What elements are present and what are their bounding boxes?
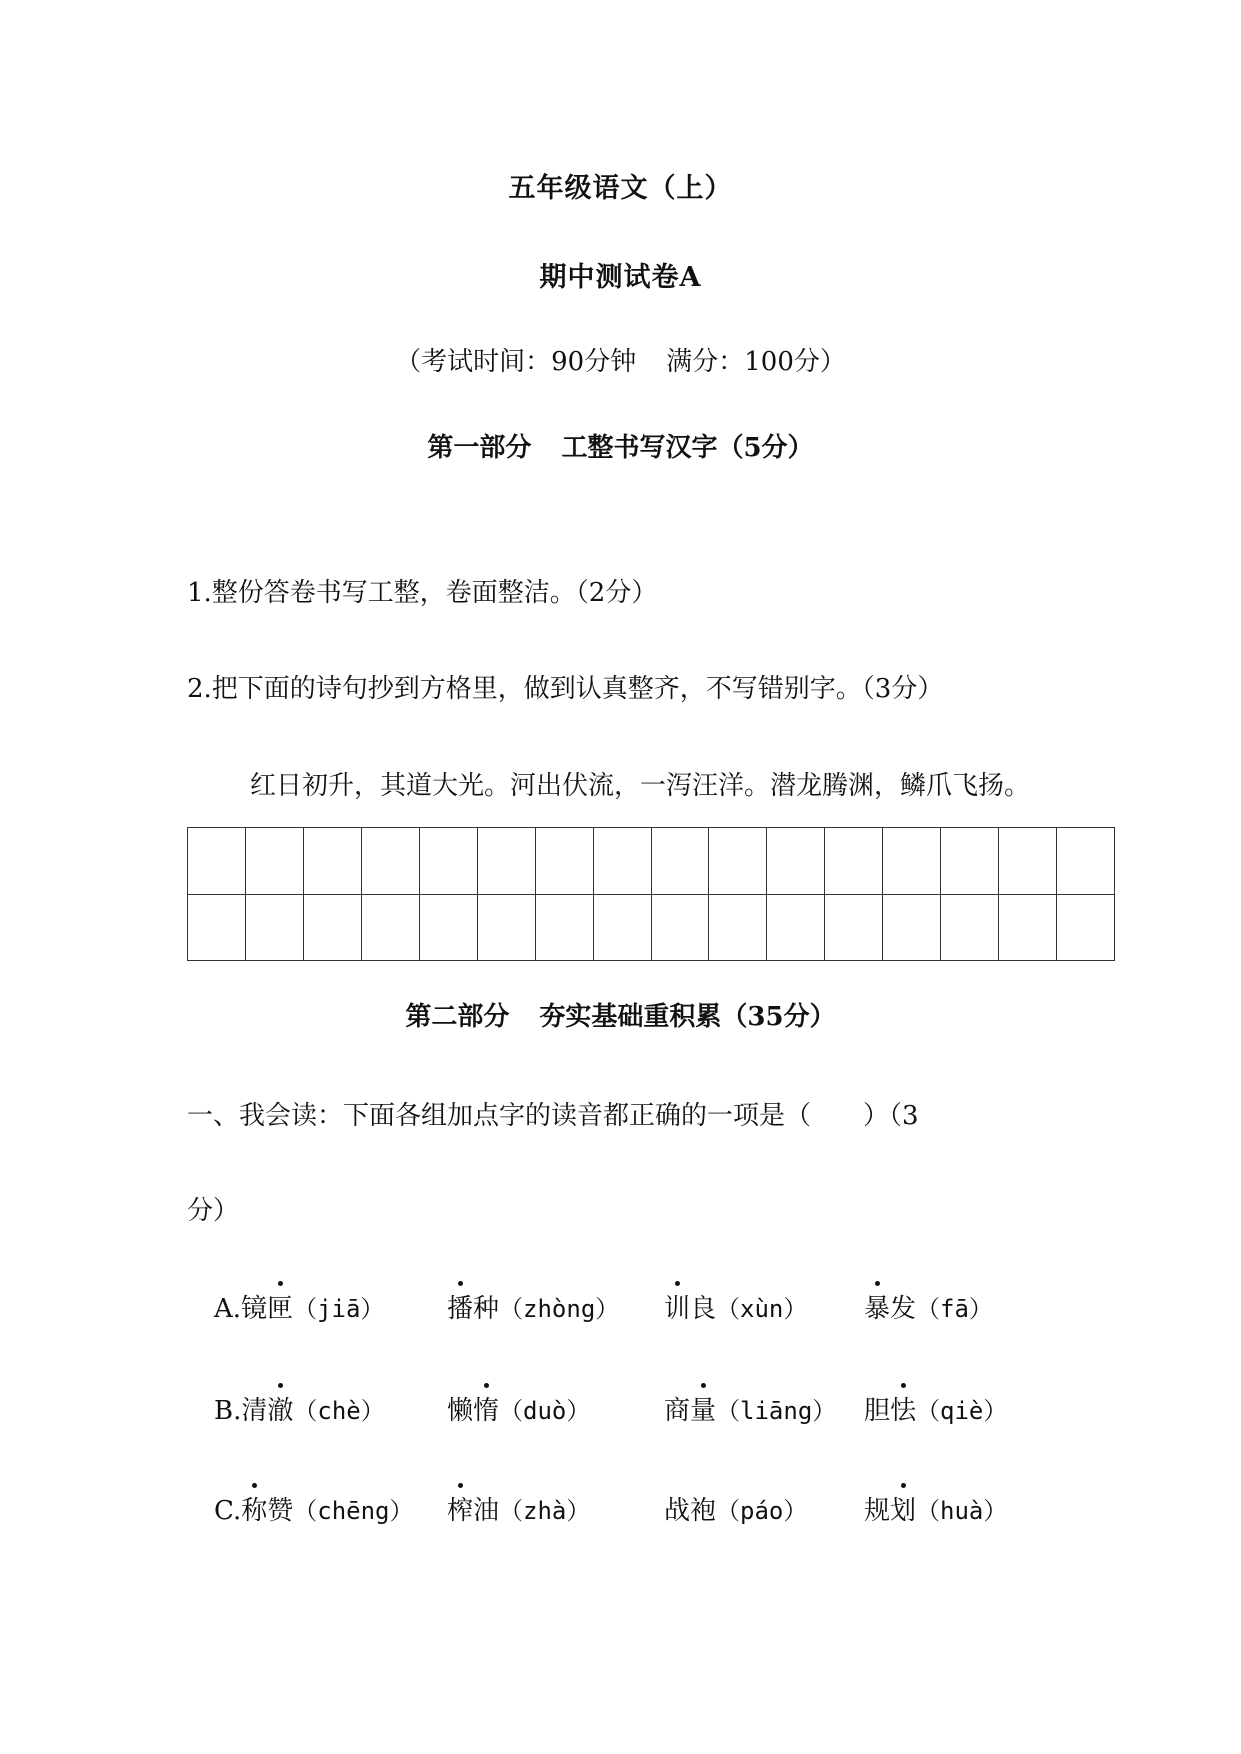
grid-cell[interactable]: [536, 895, 594, 962]
word-char: 规: [864, 1496, 891, 1526]
part2-heading: [0, 996, 1241, 1033]
option-word: [447, 1288, 619, 1325]
option-word: [664, 1490, 807, 1527]
dotted-char: 澈: [267, 1390, 293, 1427]
grid-cell[interactable]: [999, 828, 1057, 895]
grid-cell[interactable]: [362, 828, 420, 895]
grid-cell[interactable]: [362, 895, 420, 962]
poem-text: 红日初升，其道大光。河出伏流，一泻汪洋。潜龙腾渊，鳞爪飞扬。: [250, 771, 1031, 801]
grid-cell[interactable]: [478, 828, 536, 895]
word-char: 袍: [690, 1496, 717, 1526]
option-word: [664, 1288, 807, 1325]
pinyin: （fā）: [916, 1295, 993, 1323]
option-word: [214, 1390, 385, 1427]
part2-heading-label: 第二部分: [405, 1002, 510, 1032]
word-char: 种: [473, 1294, 500, 1324]
option-word: [447, 1390, 590, 1427]
option-row: [0, 1490, 1241, 1530]
word-char: 战: [664, 1496, 691, 1526]
option-word: [214, 1288, 384, 1325]
pinyin: （chè）: [293, 1397, 385, 1425]
option-word: [664, 1390, 836, 1427]
pinyin: （chēng）: [293, 1497, 414, 1525]
pinyin: （páo）: [716, 1497, 808, 1525]
pinyin: （huà）: [916, 1497, 1008, 1525]
option-letter: B.: [214, 1396, 242, 1426]
pinyin: （xùn）: [716, 1295, 808, 1323]
grid-cell[interactable]: [594, 828, 652, 895]
pinyin: （liāng）: [716, 1397, 837, 1425]
word-char: 发: [890, 1294, 917, 1324]
dotted-char: 量: [690, 1390, 716, 1427]
grid-cell[interactable]: [767, 828, 825, 895]
grid-cell[interactable]: [304, 828, 362, 895]
grid-cell[interactable]: [767, 895, 825, 962]
grid-cell[interactable]: [536, 828, 594, 895]
question-one-line1: 一、我会读：下面各组加点字的读音都正确的一项是（ ）（3: [187, 1101, 919, 1131]
part1-heading-unit: 分）: [761, 433, 814, 463]
option-letter: A.: [214, 1294, 242, 1324]
grid-cell[interactable]: [709, 895, 767, 962]
grid-cell[interactable]: [941, 828, 999, 895]
dotted-char: 惰: [473, 1390, 499, 1427]
word-char: 赞: [267, 1496, 294, 1526]
exam-title: 五年级语文（上）: [508, 173, 733, 204]
dotted-char: 划: [890, 1490, 916, 1527]
dotted-char: 榨: [447, 1490, 473, 1527]
grid-cell[interactable]: [420, 895, 478, 962]
exam-time: 90: [551, 347, 585, 377]
option-letter: C.: [214, 1496, 242, 1526]
grid-cell[interactable]: [246, 895, 304, 962]
part2-heading-unit: 分）: [783, 1002, 836, 1032]
grid-cell[interactable]: [1057, 895, 1115, 962]
question-1: 1.整份答卷书写工整，卷面整洁。（2分）: [187, 578, 658, 608]
pinyin: （zhòng）: [499, 1295, 620, 1323]
dotted-char: 暴: [864, 1288, 890, 1325]
grid-cell[interactable]: [188, 828, 246, 895]
option-row: [0, 1390, 1241, 1430]
grid-cell[interactable]: [188, 895, 246, 962]
grid-cell[interactable]: [594, 895, 652, 962]
grid-cell[interactable]: [1057, 828, 1115, 895]
part2-heading-text: 夯实基础重积累（: [539, 1002, 748, 1032]
word-char: 商: [664, 1396, 691, 1426]
word-char: 清: [241, 1396, 268, 1426]
word-char: 油: [473, 1496, 500, 1526]
grid-cell[interactable]: [883, 895, 941, 962]
grid-cell[interactable]: [246, 828, 304, 895]
full-score-label: 满分：: [666, 347, 745, 377]
grid-cell[interactable]: [304, 895, 362, 962]
option-word: [864, 1390, 1007, 1427]
full-score: 100: [744, 347, 794, 377]
option-word: [447, 1490, 590, 1527]
grid-cell[interactable]: [883, 828, 941, 895]
dotted-char: 播: [447, 1288, 473, 1325]
word-char: 镜: [241, 1294, 268, 1324]
word-char: 懒: [447, 1396, 474, 1426]
part1-heading-text: 工整书写汉字（: [561, 433, 744, 463]
option-row: [0, 1288, 1241, 1328]
dotted-char: 称: [241, 1490, 267, 1527]
question-one-line2: 分）: [187, 1196, 240, 1226]
part2-heading-score: 35: [747, 1002, 784, 1032]
grid-cell[interactable]: [420, 828, 478, 895]
grid-cell[interactable]: [825, 895, 883, 962]
question-2: 2.把下面的诗句抄到方格里，做到认真整齐，不写错别字。（3分）: [187, 674, 944, 704]
grid-cell[interactable]: [709, 828, 767, 895]
option-word: [214, 1490, 414, 1527]
exam-info: [0, 341, 1241, 378]
pinyin: （jiā）: [293, 1295, 385, 1323]
part1-heading: [0, 427, 1241, 464]
dotted-char: 训: [664, 1288, 690, 1325]
writing-grid[interactable]: [187, 827, 1115, 961]
part1-heading-label: 第一部分: [427, 433, 532, 463]
dotted-char: 匣: [267, 1288, 293, 1325]
grid-cell[interactable]: [825, 828, 883, 895]
option-word: [864, 1490, 1007, 1527]
dotted-char: 怯: [890, 1390, 916, 1427]
exam-info-open: （考试时间：: [395, 347, 552, 377]
part1-heading-score: 5: [743, 433, 762, 463]
grid-cell[interactable]: [999, 895, 1057, 962]
grid-cell[interactable]: [652, 895, 710, 962]
word-char: 胆: [864, 1396, 891, 1426]
exam-time-unit: 分钟: [584, 347, 637, 377]
exam-subtitle: 期中测试卷A: [539, 262, 702, 293]
grid-cell[interactable]: [652, 828, 710, 895]
pinyin: （qiè）: [916, 1397, 1008, 1425]
grid-cell[interactable]: [941, 895, 999, 962]
full-score-unit: 分）: [793, 347, 846, 377]
word-char: 良: [690, 1294, 717, 1324]
pinyin: （duò）: [499, 1397, 591, 1425]
pinyin: （zhà）: [499, 1497, 591, 1525]
option-word: [864, 1288, 993, 1325]
grid-cell[interactable]: [478, 895, 536, 962]
